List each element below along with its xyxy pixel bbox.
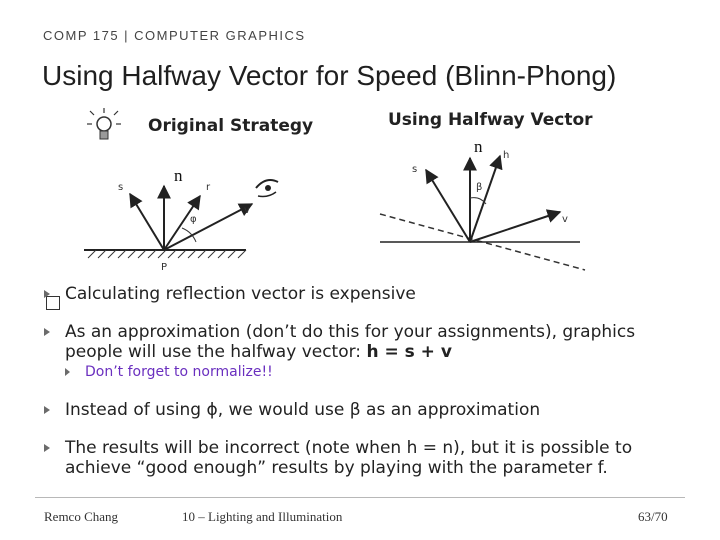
bullet-text: Calculating reflection vector is expensive bbox=[65, 284, 416, 304]
bullet-marker-icon bbox=[44, 406, 50, 414]
bullet-text: Instead of using ϕ, we would use β as an approximation bbox=[65, 400, 541, 420]
svg-text:β: β bbox=[476, 182, 483, 193]
bullet-text: As an approximation (don’t do this for your assignments), graphics people will use the halfway vector: h = s + v bbox=[65, 322, 636, 362]
course-header: COMP 175 | COMPUTER GRAPHICS bbox=[43, 28, 306, 43]
left-surface bbox=[84, 250, 246, 258]
bullet-marker-icon bbox=[44, 328, 50, 336]
bullet-text: The results will be incorrect (note when h = n), but it is possible to achieve “good enough” results by playing with the parameter f. bbox=[65, 438, 633, 478]
footer-divider bbox=[35, 497, 685, 498]
halfway-formula: h = s + v bbox=[366, 342, 452, 362]
svg-text:P: P bbox=[161, 262, 168, 273]
svg-text:r: r bbox=[206, 182, 211, 193]
sub-bullet-text: Don’t forget to normalize!! bbox=[85, 364, 273, 380]
bullet-marker-icon bbox=[65, 368, 70, 376]
svg-text:h: h bbox=[503, 150, 510, 161]
bullet-marker-icon bbox=[44, 444, 50, 452]
left-figure-title: Original Strategy bbox=[148, 116, 314, 136]
svg-text:φ: φ bbox=[190, 214, 197, 225]
footer-lecture: 10 – Lighting and Illumination bbox=[182, 509, 343, 524]
bullet-marker-icon bbox=[44, 290, 50, 298]
left-n-label: n bbox=[174, 166, 183, 185]
left-v-vector bbox=[164, 204, 252, 250]
lightbulb-icon bbox=[87, 108, 121, 139]
svg-text:s: s bbox=[118, 182, 124, 193]
right-s-vector bbox=[426, 170, 470, 242]
missing-glyph-box bbox=[46, 296, 60, 310]
slide-title: Using Halfway Vector for Speed (Blinn-Phong) bbox=[42, 60, 617, 91]
right-figure-title: Using Halfway Vector bbox=[388, 110, 593, 130]
right-surface bbox=[380, 214, 585, 270]
footer-page-number: 63/70 bbox=[638, 509, 668, 524]
right-n-label: n bbox=[474, 137, 483, 156]
svg-text:s: s bbox=[412, 164, 418, 175]
svg-text:v: v bbox=[562, 214, 568, 225]
right-h-vector bbox=[470, 156, 500, 242]
svg-text:v: v bbox=[244, 205, 250, 216]
eye-icon bbox=[256, 180, 278, 197]
right-v-vector bbox=[470, 212, 560, 242]
footer-author: Remco Chang bbox=[44, 509, 119, 524]
left-s-vector bbox=[130, 194, 164, 250]
